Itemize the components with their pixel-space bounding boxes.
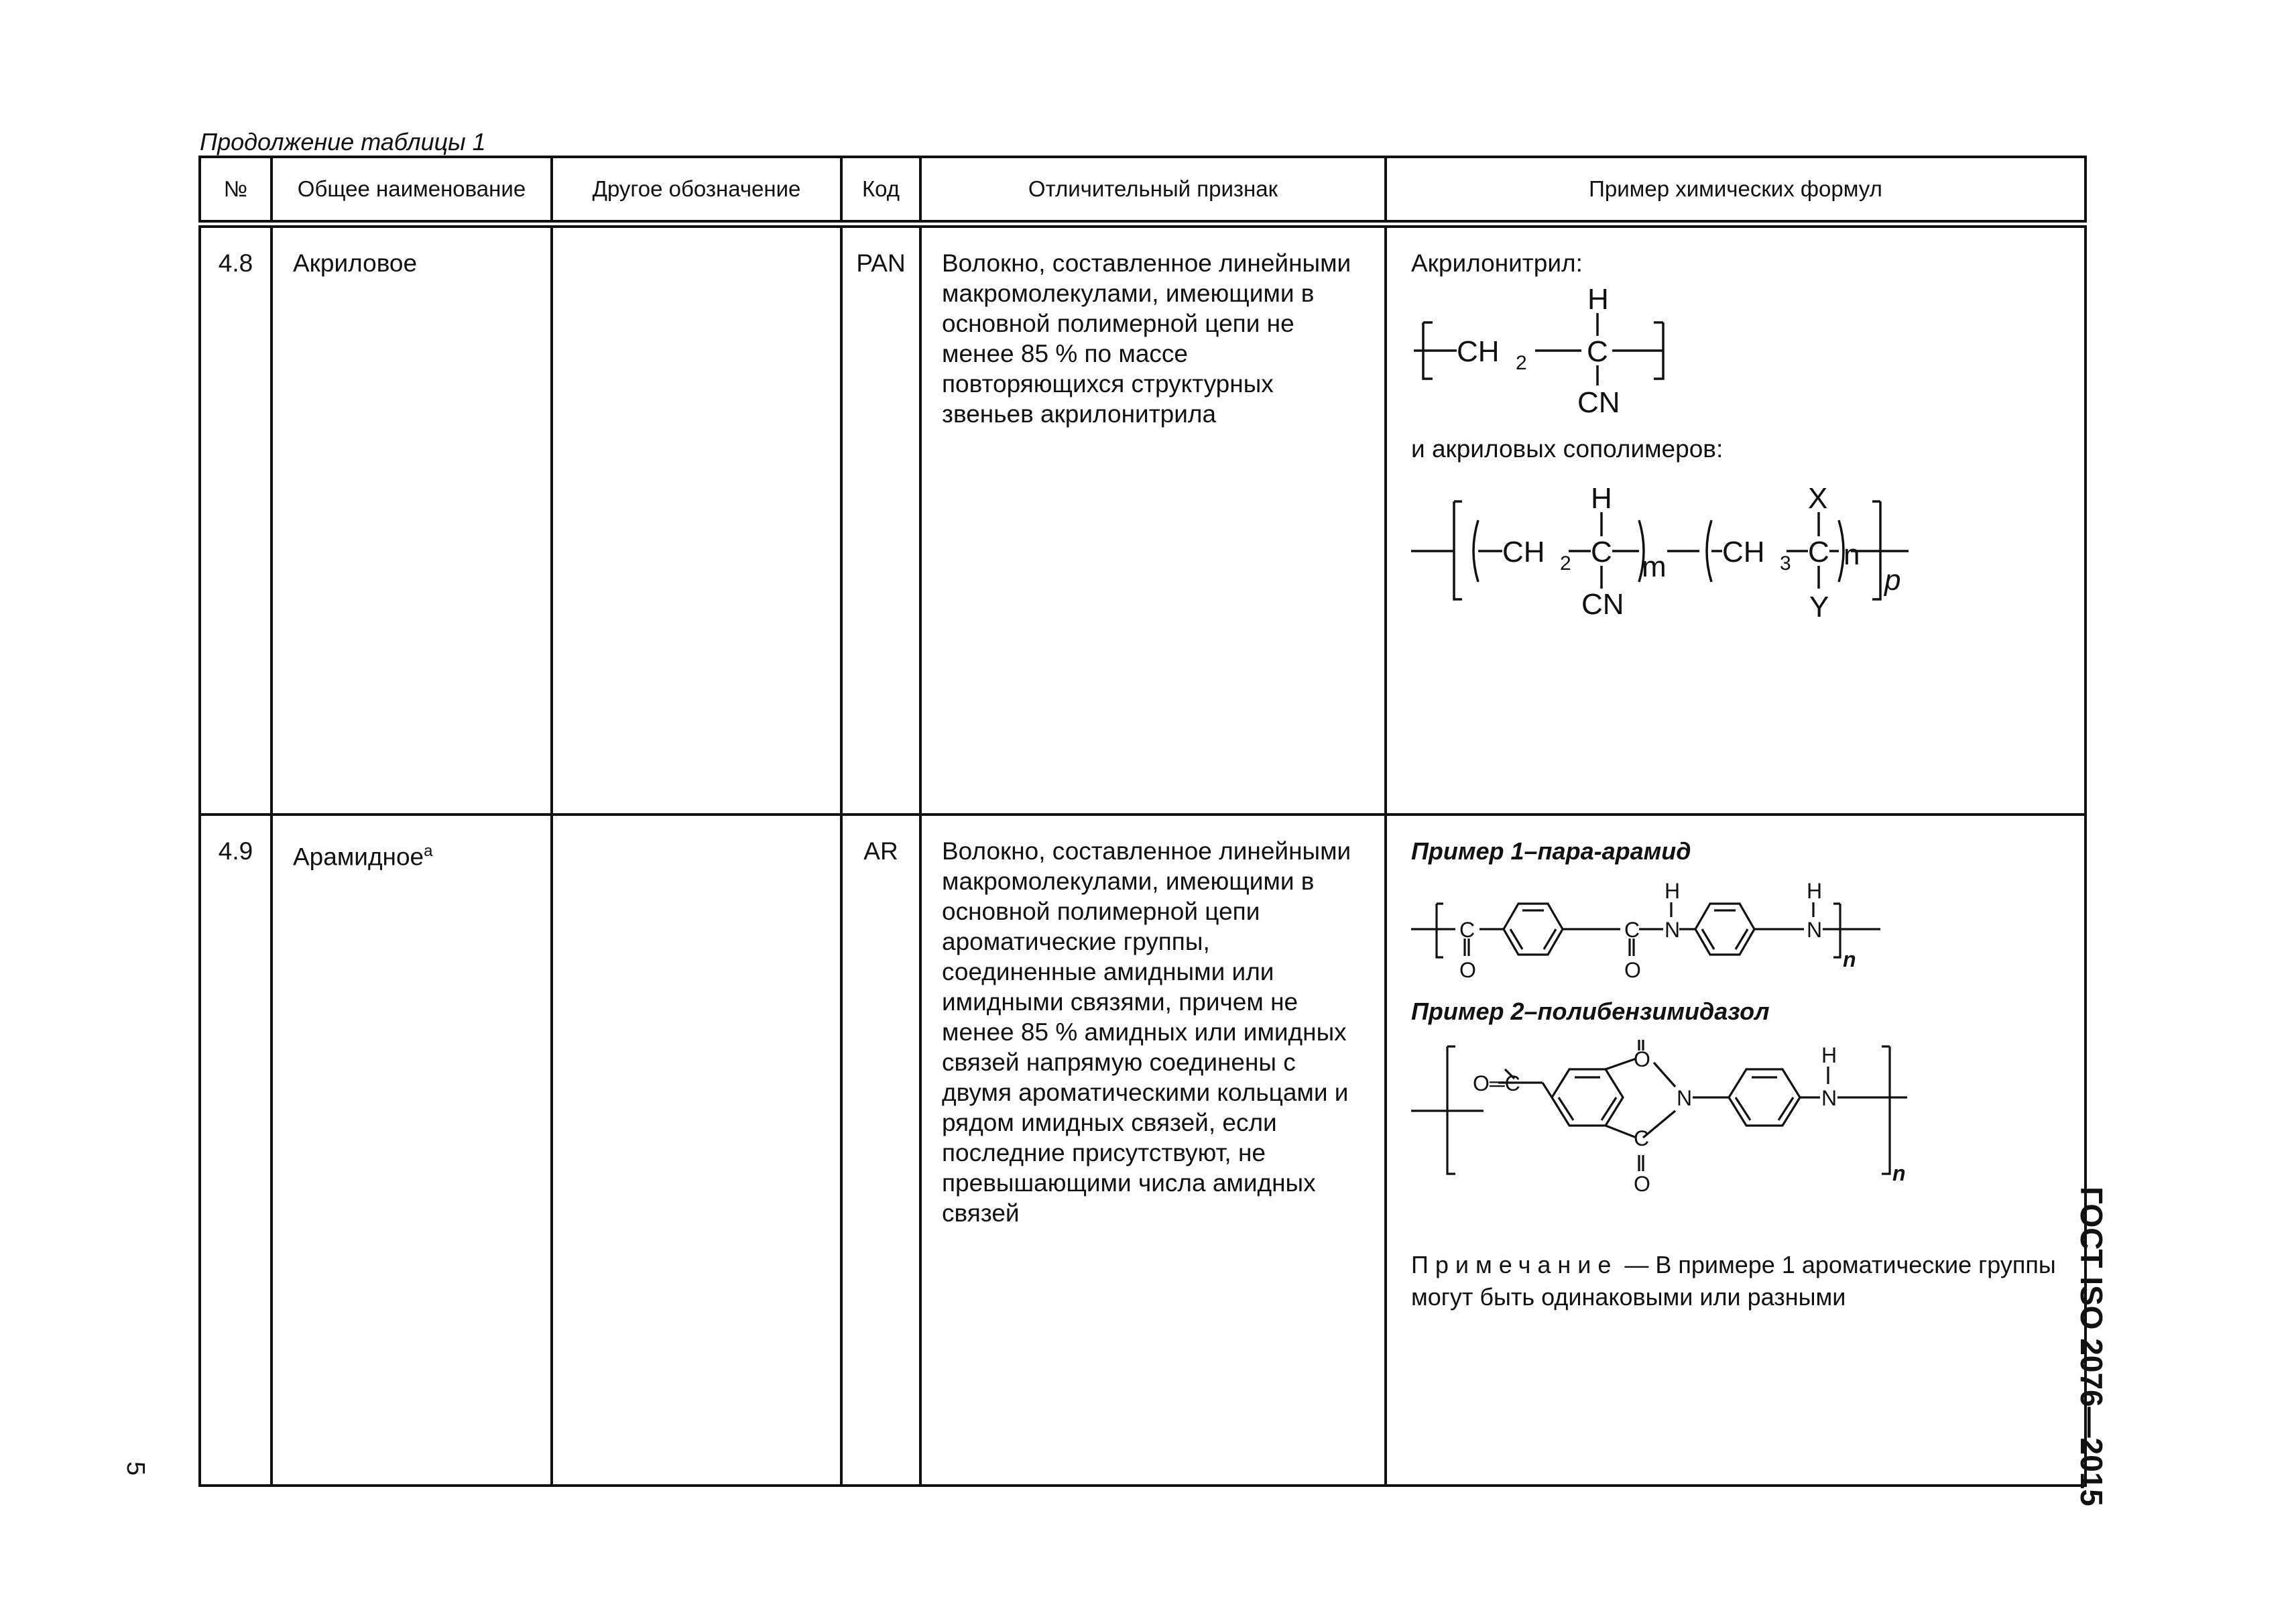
svg-text:n: n [1844,538,1860,571]
svg-text:C: C [1591,536,1612,568]
svg-text:O: O [1634,1046,1650,1071]
svg-text:H: H [1665,878,1681,903]
svg-text:n: n [1843,947,1856,971]
acrylic-copolymer-formula [1411,479,1921,633]
svg-text:N: N [1677,1085,1693,1110]
row-number: 4.9 [218,837,253,865]
svg-text:3: 3 [1780,552,1791,575]
footnote-mark: a [424,841,433,860]
page-number: 5 [121,1461,149,1476]
formula-label-copolymers: и акриловых сополимеров: [1411,435,1724,463]
svg-text:C: C [1624,917,1640,942]
table-note [1411,1249,2069,1313]
row-name: Арамидное$^a$ [293,841,433,871]
svg-text:H: H [1807,878,1823,903]
header-formula: Пример химических формул [1386,157,2086,224]
svg-text:O: O [1459,957,1476,982]
svg-text:C: C [1459,917,1475,942]
row-number: 4.8 [218,249,253,277]
svg-text:N: N [1821,1085,1837,1110]
svg-text:2: 2 [1516,352,1527,374]
svg-text:CH: CH [1722,536,1765,568]
svg-text:m: m [1642,550,1667,583]
header-other: Другое обозначение [552,157,841,224]
row-formulas [1387,816,2084,1313]
table-row [200,224,2086,815]
atom-c: C [1587,335,1608,368]
formula-label-acrylonitrile: Акрилонитрил: [1411,249,1583,277]
example-2-title: Пример 2–полибензимидазол [1411,997,1770,1025]
polybenzimidazole-formula [1411,1040,1921,1214]
row-code: AR [863,837,898,865]
row-other [553,228,840,248]
svg-text:N: N [1665,917,1681,942]
svg-text:H: H [1591,482,1612,515]
row-feature: Волокно, составленное линейными макромолекулами, имеющими в основной полимерной цепи не менее 85 % по массе повторяющихся структурных звеньев акрилонитрила [942,249,1351,428]
svg-text:N: N [1807,917,1823,942]
para-aramid-formula [1411,876,1894,989]
note-heading: Примечание [1411,1250,1618,1278]
header-number: № [200,157,271,224]
document-standard-label: ГОСТ ISO 2076—2015 [2074,1187,2109,1506]
svg-text:n: n [1892,1160,1906,1185]
row-other [553,816,840,836]
row-feature: Волокно, составленное линейными макромолекулами, имеющими в основной полимерной цепи ароматические группы, соединенные амидными или имидными связями, причем не менее 85 % амидных или имидных связей напрямую соединены с двумя ароматическими кольцами и рядом имидных связей, если последние присутствуют, не превышающими числа амидных связей [942,837,1351,1227]
svg-text:C: C [1808,536,1829,568]
svg-text:CH: CH [1502,536,1545,568]
svg-text:O: O [1634,1171,1650,1196]
svg-text:2: 2 [1560,552,1571,575]
atom-h: H [1587,283,1609,316]
fiber-table [198,156,2087,1487]
svg-text:O: O [1624,957,1641,982]
svg-text:CN: CN [1581,588,1624,621]
table-row [200,815,2086,1486]
acrylonitrile-formula [1411,278,1679,419]
header-name: Общее наименование [271,157,552,224]
header-feature: Отличительный признак [920,157,1386,224]
svg-text:p: p [1884,564,1901,597]
row-code: PAN [856,249,906,277]
svg-text:H: H [1821,1042,1837,1067]
table-header-row [200,157,2086,224]
group-cn: CN [1577,386,1620,419]
example-1-title: Пример 1–пара-арамид [1411,837,1691,865]
note-text: — В примере 1 ароматические группы могут быть одинаковыми или разными [1411,1250,2056,1311]
row-name: Акриловое [293,249,418,277]
svg-text:O═C: O═C [1473,1071,1520,1095]
header-code: Код [841,157,920,224]
svg-text:C: C [1634,1126,1650,1150]
row-formulas [1387,228,2084,633]
table-caption: Продолжение таблицы 1 [200,128,486,156]
group-ch2: CH [1457,335,1500,368]
svg-text:X: X [1808,482,1828,515]
svg-text:Y: Y [1809,591,1829,623]
